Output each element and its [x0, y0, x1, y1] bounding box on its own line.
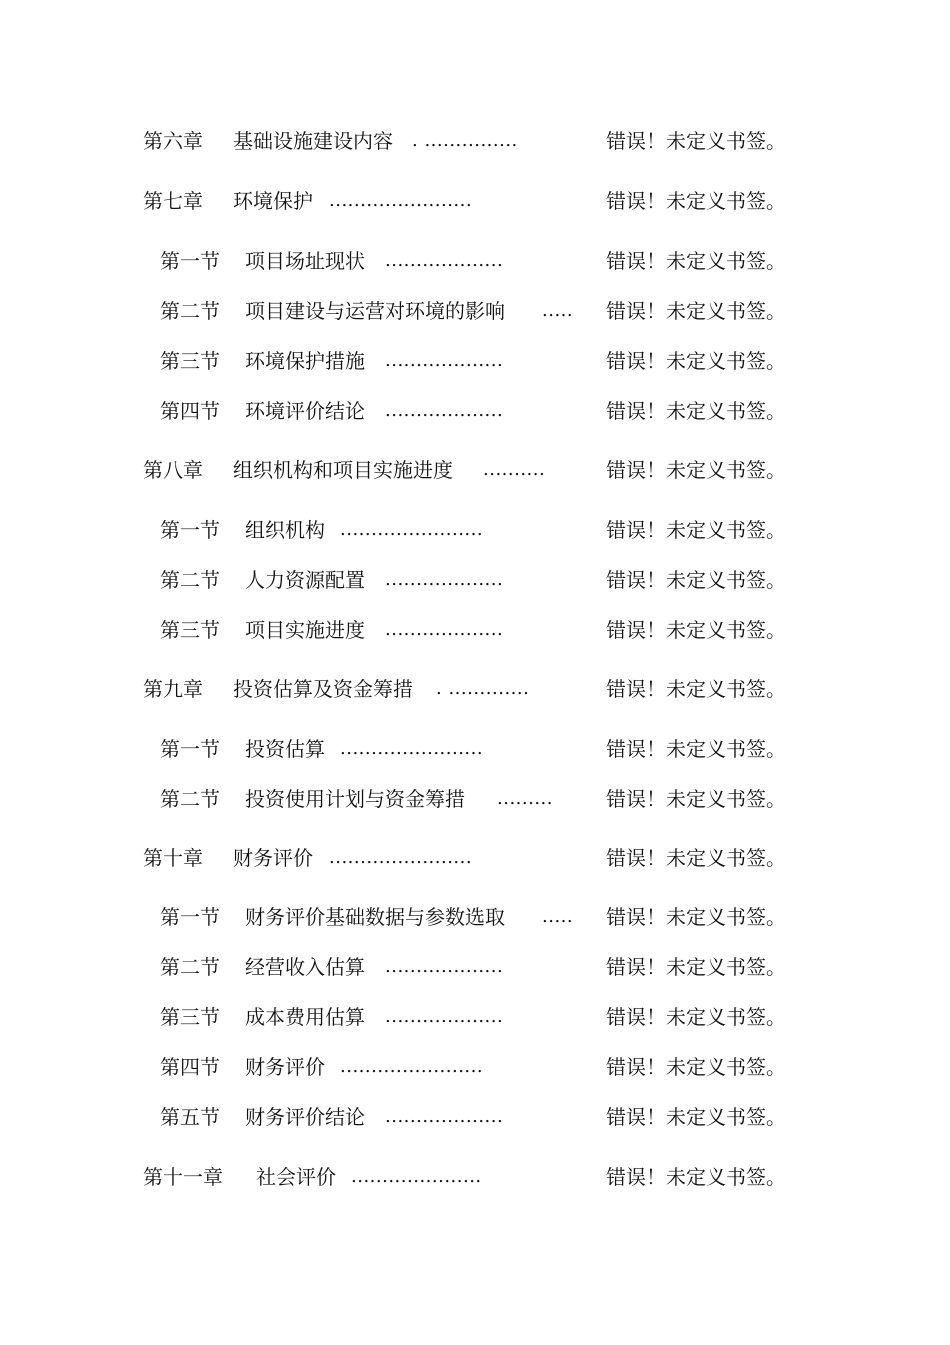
- toc-leader-dots: . .............: [436, 678, 530, 699]
- toc-entry-number: 第十章: [143, 846, 203, 870]
- toc-page-ref: 错误！未定义书签。: [606, 299, 786, 323]
- toc-page-ref: 错误！未定义书签。: [606, 677, 786, 701]
- toc-page-ref: 错误！未定义书签。: [606, 737, 786, 761]
- toc-section-row[interactable]: [0, 952, 950, 982]
- toc-entry-number: 第八章: [143, 458, 203, 482]
- toc-page-ref: 错误！未定义书签。: [606, 129, 786, 153]
- toc-section-row[interactable]: [0, 1052, 950, 1082]
- toc-page-ref: 错误！未定义书签。: [606, 249, 786, 273]
- toc-entry-title: 投资使用计划与资金筹措: [245, 787, 465, 811]
- toc-page-ref: 错误！未定义书签。: [606, 905, 786, 929]
- toc-chapter-row[interactable]: [0, 1162, 950, 1192]
- toc-entry-title: 项目建设与运营对环境的影响: [245, 299, 505, 323]
- toc-entry-title: 人力资源配置: [245, 568, 365, 592]
- toc-leader-dots: ...................: [385, 1006, 504, 1027]
- toc-entry-number: 第三节: [160, 1005, 220, 1029]
- toc-entry-title: 环境保护: [233, 189, 313, 213]
- toc-page-ref: 错误！未定义书签。: [606, 189, 786, 213]
- toc-leader-dots: ...................: [385, 956, 504, 977]
- toc-page-ref: 错误！未定义书签。: [606, 568, 786, 592]
- toc-page-ref: 错误！未定义书签。: [606, 1165, 786, 1189]
- toc-entry-title: 财务评价结论: [245, 1105, 365, 1129]
- toc-section-row[interactable]: [0, 346, 950, 376]
- toc-leader-dots: .......................: [340, 738, 484, 759]
- toc-entry-title: 投资估算及资金筹措: [233, 677, 413, 701]
- toc-chapter-row[interactable]: [0, 843, 950, 873]
- toc-entry-number: 第一节: [160, 518, 220, 542]
- toc-leader-dots: .....................: [351, 1166, 482, 1187]
- toc-entry-number: 第七章: [143, 189, 203, 213]
- toc-entry-title: 组织机构和项目实施进度: [233, 458, 453, 482]
- toc-entry-title: 基础设施建设内容: [233, 129, 393, 153]
- toc-entry-number: 第四节: [160, 1055, 220, 1079]
- toc-entry-number: 第五节: [160, 1105, 220, 1129]
- toc-entry-number: 第二节: [160, 787, 220, 811]
- toc-entry-title: 环境评价结论: [245, 399, 365, 423]
- toc-page-ref: 错误！未定义书签。: [606, 349, 786, 373]
- toc-entry-number: 第二节: [160, 568, 220, 592]
- toc-page-ref: 错误！未定义书签。: [606, 846, 786, 870]
- toc-page-ref: 错误！未定义书签。: [606, 518, 786, 542]
- toc-leader-dots: . ...............: [412, 130, 518, 151]
- toc-section-row[interactable]: [0, 1102, 950, 1132]
- toc-entry-title: 组织机构: [245, 518, 325, 542]
- toc-entry-number: 第三节: [160, 349, 220, 373]
- toc-page-ref: 错误！未定义书签。: [606, 1055, 786, 1079]
- toc-section-row[interactable]: [0, 565, 950, 595]
- toc-leader-dots: .......................: [340, 1056, 484, 1077]
- toc-entry-number: 第二节: [160, 299, 220, 323]
- toc-entry-title: 项目实施进度: [245, 618, 365, 642]
- toc-entry-number: 第一节: [160, 249, 220, 273]
- toc-entry-title: 社会评价: [256, 1165, 336, 1189]
- toc-entry-title: 投资估算: [245, 737, 325, 761]
- toc-entry-title: 经营收入估算: [245, 955, 365, 979]
- toc-chapter-row[interactable]: [0, 455, 950, 485]
- toc-leader-dots: ...................: [385, 619, 504, 640]
- toc-entry-title: 财务评价基础数据与参数选取: [245, 905, 505, 929]
- toc-section-row[interactable]: [0, 1002, 950, 1032]
- toc-section-row[interactable]: [0, 902, 950, 932]
- toc-entry-title: 成本费用估算: [245, 1005, 365, 1029]
- toc-entry-title: 项目场址现状: [245, 249, 365, 273]
- toc-entry-number: 第三节: [160, 618, 220, 642]
- toc-chapter-row[interactable]: [0, 674, 950, 704]
- toc-leader-dots: .....: [542, 906, 574, 927]
- toc-section-row[interactable]: [0, 296, 950, 326]
- toc-leader-dots: .....: [542, 300, 574, 321]
- toc-entry-number: 第二节: [160, 955, 220, 979]
- toc-leader-dots: .......................: [329, 190, 473, 211]
- toc-section-row[interactable]: [0, 515, 950, 545]
- toc-section-row[interactable]: [0, 734, 950, 764]
- toc-page-ref: 错误！未定义书签。: [606, 618, 786, 642]
- toc-leader-dots: ...................: [385, 569, 504, 590]
- toc-entry-number: 第一节: [160, 737, 220, 761]
- toc-page-ref: 错误！未定义书签。: [606, 1005, 786, 1029]
- toc-entry-number: 第四节: [160, 399, 220, 423]
- toc-entry-title: 财务评价: [233, 846, 313, 870]
- toc-leader-dots: .......................: [340, 519, 484, 540]
- toc-entry-number: 第六章: [143, 129, 203, 153]
- toc-entry-title: 财务评价: [245, 1055, 325, 1079]
- toc-entry-number: 第九章: [143, 677, 203, 701]
- toc-leader-dots: ...................: [385, 1106, 504, 1127]
- toc-page-ref: 错误！未定义书签。: [606, 1105, 786, 1129]
- toc-leader-dots: ...................: [385, 250, 504, 271]
- toc-page-ref: 错误！未定义书签。: [606, 458, 786, 482]
- toc-section-row[interactable]: [0, 784, 950, 814]
- toc-leader-dots: .........: [497, 788, 553, 809]
- toc-leader-dots: ...................: [385, 350, 504, 371]
- toc-section-row[interactable]: [0, 246, 950, 276]
- toc-page-ref: 错误！未定义书签。: [606, 955, 786, 979]
- toc-leader-dots: ..........: [483, 459, 546, 480]
- toc-chapter-row[interactable]: [0, 126, 950, 156]
- toc-leader-dots: .......................: [329, 847, 473, 868]
- toc-section-row[interactable]: [0, 396, 950, 426]
- toc-entry-title: 环境保护措施: [245, 349, 365, 373]
- toc-section-row[interactable]: [0, 615, 950, 645]
- toc-page-ref: 错误！未定义书签。: [606, 399, 786, 423]
- toc-chapter-row[interactable]: [0, 186, 950, 216]
- toc-entry-number: 第一节: [160, 905, 220, 929]
- toc-page-ref: 错误！未定义书签。: [606, 787, 786, 811]
- toc-leader-dots: ...................: [385, 400, 504, 421]
- toc-entry-number: 第十一章: [143, 1165, 223, 1189]
